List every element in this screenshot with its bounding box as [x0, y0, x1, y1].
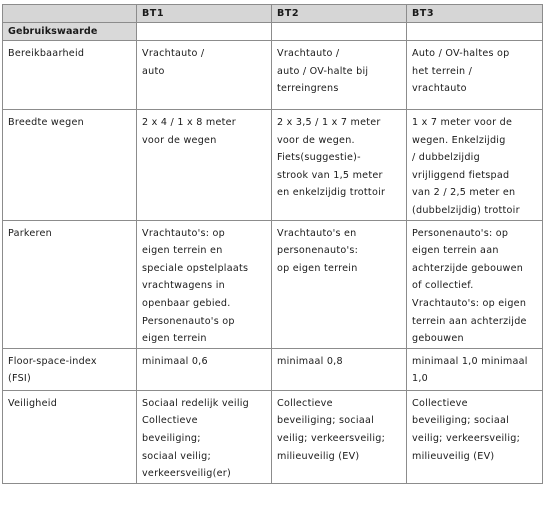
cell-line: verkeersveilig(er) [142, 468, 231, 480]
cell-line: Vrachtauto's en [277, 227, 357, 239]
cell-line: eigen terrein aan [412, 245, 499, 257]
cell-line: Vrachtauto's: op eigen [412, 297, 527, 309]
comparison-table [2, 4, 543, 484]
table-row [3, 390, 543, 483]
cell-line: milieuveilig (EV) [277, 450, 360, 462]
cell-line: op eigen terrein [277, 262, 358, 274]
cell-line: terreingrens [277, 83, 339, 95]
cell-line: milieuveilig (EV) [412, 450, 495, 462]
table-row [3, 220, 543, 348]
cell-line: 1 x 7 meter voor de [412, 117, 513, 128]
cell-line: Sociaal redelijk veilig [142, 397, 250, 409]
row-label-cell [3, 220, 137, 348]
cell-line: beveiliging; sociaal [412, 415, 510, 427]
section-label: Gebruikswaarde [3, 23, 137, 41]
cell-line: auto / OV-halte bij [277, 65, 369, 77]
cell-line: voor de wegen. [277, 134, 355, 146]
cell-line: Vrachtauto's: op [142, 227, 225, 239]
cell-line: vrachtauto [412, 83, 467, 95]
cell-line: beveiliging; sociaal [277, 415, 375, 427]
cell-line: eigen terrein [142, 333, 207, 345]
cell-line: openbaar gebied. [142, 297, 231, 309]
row-label: (FSI) [8, 373, 32, 385]
cell-line: auto [142, 65, 165, 77]
cell-line: veilig; verkeersveilig; [277, 432, 386, 444]
bt3-cell [407, 41, 543, 110]
table-header [3, 5, 543, 23]
bt1-cell [137, 220, 272, 348]
cell-line: 2 x 4 / 1 x 8 meter [142, 117, 236, 128]
bt3-cell [407, 110, 543, 221]
section-empty-cell [272, 23, 407, 41]
table-row [3, 110, 543, 221]
row-label: Parkeren [8, 227, 53, 239]
cell-line: van 2 / 2,5 meter en [412, 187, 516, 199]
cell-line: Vrachtauto / [142, 48, 205, 59]
section-empty-cell [407, 23, 543, 41]
bt1-cell [137, 390, 272, 483]
bt1-cell [137, 348, 272, 390]
row-label: Veiligheid [8, 397, 58, 409]
table-body [3, 23, 543, 484]
header-corner [3, 5, 137, 23]
cell-line: minimaal 1,0 minimaal [412, 355, 528, 367]
cell-line: Collectieve [142, 415, 198, 427]
bt1-cell [137, 41, 272, 110]
bt3-cell [407, 220, 543, 348]
cell-line: voor de wegen [142, 134, 217, 146]
row-label: Bereikbaarheid [8, 48, 85, 59]
cell-line: terrein aan achterzijde [412, 315, 527, 327]
table-row [3, 348, 543, 390]
cell-line: gebouwen [412, 333, 464, 345]
cell-line: / dubbelzijdig [412, 152, 480, 164]
cell-line: personenauto's: [277, 245, 359, 257]
cell-line: Collectieve [412, 397, 468, 409]
cell-line: sociaal veilig; [142, 450, 211, 462]
cell-line: Auto / OV-haltes op [412, 48, 510, 59]
bt3-cell [407, 348, 543, 390]
cell-line: Personenauto's: op [412, 227, 509, 239]
row-label-cell [3, 41, 137, 110]
header-bt1: BT1 [137, 5, 272, 23]
row-label-cell [3, 110, 137, 221]
header-row [3, 5, 543, 23]
row-label-cell [3, 390, 137, 483]
row-label: Breedte wegen [8, 117, 84, 128]
bt3-cell [407, 390, 543, 483]
cell-line: vrachtwagens in [142, 280, 225, 292]
cell-line: vrijliggend fietspad [412, 169, 510, 181]
cell-line: en enkelzijdig trottoir [277, 187, 386, 199]
cell-line: veilig; verkeersveilig; [412, 432, 521, 444]
header-bt3: BT3 [407, 5, 543, 23]
row-label-cell [3, 348, 137, 390]
cell-line: Vrachtauto / [277, 48, 340, 59]
bt2-cell [272, 110, 407, 221]
header-bt2: BT2 [272, 5, 407, 23]
bt1-cell [137, 110, 272, 221]
cell-line: achterzijde gebouwen [412, 262, 524, 274]
section-row [3, 23, 543, 41]
cell-line: het terrein / [412, 65, 473, 77]
bt2-cell [272, 390, 407, 483]
section-empty-cell [137, 23, 272, 41]
row-label: Floor-space-index [8, 355, 97, 367]
cell-line: beveiliging; [142, 432, 201, 444]
cell-line: wegen. Enkelzijdig [412, 134, 506, 146]
cell-line: eigen terrein en [142, 245, 223, 257]
cell-line: 1,0 [412, 373, 429, 385]
cell-line: strook van 1,5 meter [277, 169, 383, 181]
cell-line: minimaal 0,6 [142, 355, 208, 367]
bt2-cell [272, 348, 407, 390]
table-row [3, 41, 543, 110]
cell-line: (dubbelzijdig) trottoir [412, 204, 520, 216]
cell-line: Fiets(suggestie)- [277, 152, 361, 164]
cell-line: 2 x 3,5 / 1 x 7 meter [277, 117, 381, 128]
bt2-cell [272, 41, 407, 110]
cell-line: of collectief. [412, 280, 474, 292]
bt2-cell [272, 220, 407, 348]
cell-line: minimaal 0,8 [277, 355, 343, 367]
cell-line: Collectieve [277, 397, 333, 409]
cell-line: Personenauto's op [142, 315, 235, 327]
cell-line: speciale opstelplaats [142, 262, 249, 274]
